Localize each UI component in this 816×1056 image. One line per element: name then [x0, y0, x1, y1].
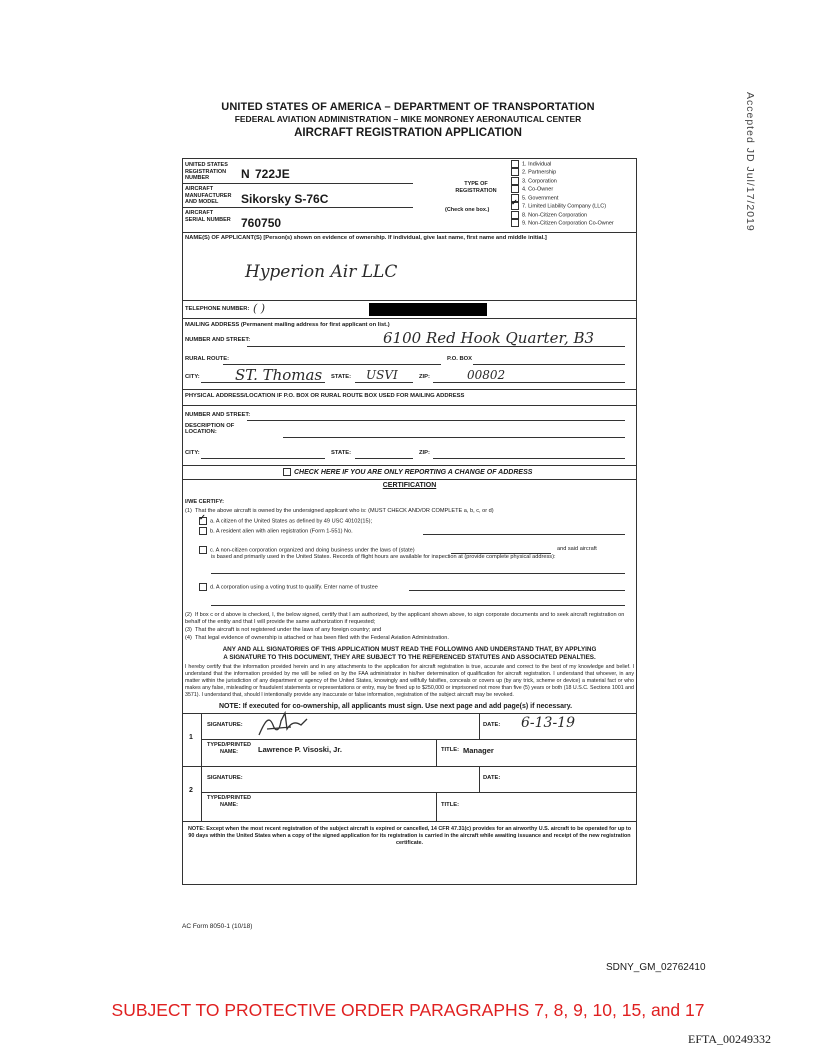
checkbox-icon[interactable]	[283, 468, 291, 476]
serial-label: AIRCRAFT SERIAL NUMBER	[185, 210, 231, 223]
signer-1-date-value: 6-13-19	[521, 715, 575, 731]
redaction-block	[369, 303, 487, 316]
cert-item-4: (4) That legal evidence of ownership is attached or has been filed with the Federal Aviation Administration.	[185, 635, 449, 641]
reg-type-option[interactable]: ✓7. Limited Liability Company (LLC)	[511, 202, 635, 210]
cert-option-c-suffix: and said aircraft	[557, 546, 597, 552]
reg-prefix: N	[241, 167, 250, 181]
accepted-stamp: Accepted JD Jul/17/2019	[744, 92, 756, 232]
reg-number-value: 722JE	[255, 167, 290, 181]
mailing-address-label: MAILING ADDRESS (Permanent mailing address for first applicant on list.)	[185, 322, 390, 328]
operation-note: NOTE: Except when the most recent registration of the subject aircraft is expired or cancelled, 14 CFR 47.31(c) provides for an airworthy U.S. aircraft to be operated for up to 90 days within the United States when a copy of the signed application for its registration is carried in the aircraft while awaiting issuance and receipt of the new registration certificate.	[187, 826, 632, 846]
reg-type-option[interactable]: 4. Co-Owner	[511, 185, 635, 193]
physical-city-label: CITY:	[185, 450, 200, 456]
checkbox-icon[interactable]	[511, 168, 519, 176]
signer-2-title-label: TITLE:	[441, 802, 460, 808]
checkbox-icon[interactable]	[511, 219, 519, 227]
cert-option-d[interactable]: d. A corporation using a voting trust to qualify. Enter name of trustee	[199, 583, 378, 591]
checkbox-icon[interactable]	[199, 583, 207, 591]
warning-text: ANY AND ALL SIGNATORIES OF THIS APPLICATION MUST READ THE FOLLOWING AND UNDERSTAND THAT, BY APPLYING A SIGNATURE TO THIS DOCUMENT, THEY ARE SUBJECT TO THE REFERENCED STATUTES AND ASSOCIATED PENALTIES.	[222, 646, 597, 661]
we-certify-label: I/WE CERTIFY:	[185, 499, 225, 505]
signer-2-number: 2	[189, 787, 193, 794]
signer-1-name-value: Lawrence P. Visoski, Jr.	[258, 745, 342, 754]
signer-2-name-label: TYPED/PRINTED NAME:	[207, 795, 252, 808]
efta-number: EFTA_00249332	[688, 1032, 772, 1046]
reg-number-label: UNITED STATES REGISTRATION NUMBER	[185, 162, 228, 181]
reg-type-option[interactable]: 3. Corporation	[511, 177, 635, 185]
checkbox-icon[interactable]	[199, 527, 207, 535]
signer-1-name-label: TYPED/PRINTED NAME:	[207, 742, 252, 755]
reg-type-option[interactable]: 9. Non-Citizen Corporation Co-Owner	[511, 219, 635, 227]
checkbox-icon[interactable]	[511, 160, 519, 168]
bates-number: SDNY_GM_02762410	[606, 962, 706, 973]
physical-address-label: PHYSICAL ADDRESS/LOCATION IF P.O. BOX OR RURAL ROUTE BOX USED FOR MAILING ADDRESS	[185, 393, 465, 399]
certification-statement: I hereby certify that the information provided herein and in any attachments to the application for aircraft registration is true, accurate and correct to the best of my knowledge and belief. I understand that the information provided by me will be relied on by the FAA administrator in his/her determination of qualification for aircraft registration. I understand that whoever, in any matter within the jurisdiction of any department or agency of the United States, knowingly and willfully falsifies, conceals or covers up (by any trick, scheme or device) a material fact or who makes any false, misleading or fraudulent statements or representations or entry, may be fined up to $250,000 or imprisoned not more than five (5) years or both (18 U.S.C. Sections 1001 and 3571). I understand that, should I intentionally provide any inaccurate or false information, registration of the subject aircraft may be revoked.	[185, 664, 634, 698]
cert-item-2: (2) If box c or d above is checked, I, the below signed, certify that I am authorized, by the applicant shown above, to sign corporate documents and to seek aircraft registration on behalf of the entity and that I will provide the same authorization if requested;	[185, 612, 625, 625]
zip-label: ZIP:	[419, 374, 430, 380]
physical-street-label: NUMBER AND STREET:	[185, 412, 251, 418]
header-subtitle: FEDERAL AVIATION ADMINISTRATION – MIKE MONRONEY AERONAUTICAL CENTER	[234, 114, 582, 124]
zip-value: 00802	[467, 368, 506, 382]
checkbox-icon[interactable]	[199, 546, 207, 554]
signature-1-mark	[255, 711, 311, 741]
cert-option-c[interactable]: c. A non-citizen corporation organized and doing business under the laws of (state)	[199, 546, 415, 554]
location-description-label: DESCRIPTION OF LOCATION:	[185, 423, 235, 435]
rural-route-label: RURAL ROUTE:	[185, 356, 230, 362]
physical-zip-label: ZIP:	[419, 450, 430, 456]
checkbox-icon[interactable]	[511, 177, 519, 185]
cert-item-3: (3) That the aircraft is not registered under the laws of any foreign country; and	[185, 627, 382, 633]
city-value: ST. Thomas	[235, 366, 323, 384]
checkbox-icon[interactable]	[511, 185, 519, 193]
cert-item-1: (1) That the above aircraft is owned by the undersigned applicant who is: (MUST CHECK AND/OR COMPLETE a, b, c, or d)	[185, 508, 494, 514]
reg-type-list	[511, 160, 635, 228]
signer-2-signature-label: SIGNATURE:	[207, 775, 243, 781]
signer-1-title-label: TITLE:	[441, 747, 460, 753]
telephone-label: TELEPHONE NUMBER:	[185, 306, 250, 312]
signer-1-title-value: Manager	[463, 746, 494, 755]
registration-form	[182, 158, 637, 885]
reg-type-option[interactable]: 5. Government	[511, 194, 635, 202]
checkbox-icon[interactable]	[199, 517, 207, 525]
signer-1-date-label: DATE:	[483, 722, 501, 728]
signer-2-date-label: DATE:	[483, 775, 501, 781]
signer-1-signature-label: SIGNATURE:	[207, 722, 243, 728]
certification-title: CERTIFICATION	[382, 482, 437, 489]
applicant-name-value: Hyperion Air LLC	[245, 262, 398, 282]
co-ownership-note: NOTE: If executed for co-ownership, all applicants must sign. Use next page and add page(s) if necessary.	[219, 703, 573, 710]
manufacturer-value: Sikorsky S-76C	[241, 192, 329, 206]
reg-type-option[interactable]: 8. Non-Citizen Corporation	[511, 211, 635, 219]
state-value: USVI	[366, 368, 398, 382]
applicant-names-label: NAME(S) OF APPLICANT(S) [Person(s) shown on evidence of ownership. If individual, give last name, first name and middle initial.]	[185, 235, 547, 241]
cert-option-b[interactable]: b. A resident alien with alien registration (Form 1-551) No.	[199, 527, 353, 535]
city-label: CITY:	[185, 374, 200, 380]
serial-value: 760750	[241, 216, 282, 230]
form-number: AC Form 8050-1 (10/18)	[182, 923, 253, 930]
header-title: UNITED STATES OF AMERICA – DEPARTMENT OF TRANSPORTATION	[221, 101, 595, 113]
reg-type-note: (Check one box.)	[445, 207, 490, 213]
telephone-value: ( )	[253, 302, 266, 315]
po-box-label: P.O. BOX	[447, 356, 473, 362]
physical-state-label: STATE:	[331, 450, 352, 456]
state-label: STATE:	[331, 374, 352, 380]
protective-order-notice: SUBJECT TO PROTECTIVE ORDER PARAGRAPHS 7, 8, 9, 10, 15, and 17	[111, 1000, 705, 1020]
form-title: AIRCRAFT REGISTRATION APPLICATION	[294, 127, 522, 139]
checkbox-icon[interactable]	[511, 211, 519, 219]
signer-1-number: 1	[189, 734, 193, 741]
manufacturer-label: AIRCRAFT MANUFACTURER AND MODEL	[185, 186, 232, 205]
checkbox-icon[interactable]	[511, 202, 519, 210]
change-address-option[interactable]: CHECK HERE IF YOU ARE ONLY REPORTING A CHANGE OF ADDRESS	[283, 468, 532, 476]
street-label: NUMBER AND STREET:	[185, 337, 251, 343]
street-value: 6100 Red Hook Quarter, B3	[383, 329, 595, 347]
cert-option-a[interactable]: ✓a. A citizen of the United States as defined by 49 USC 40102(15);	[199, 517, 372, 525]
reg-type-option[interactable]: 2. Partnership	[511, 168, 635, 176]
cert-option-c-detail: is based and primarily used in the United States. Records of flight hours are available for inspection at (provide complete physical address):	[211, 554, 556, 560]
reg-type-label: TYPE OF REGISTRATION	[455, 181, 497, 194]
reg-type-option[interactable]: 1. Individual	[511, 160, 635, 168]
